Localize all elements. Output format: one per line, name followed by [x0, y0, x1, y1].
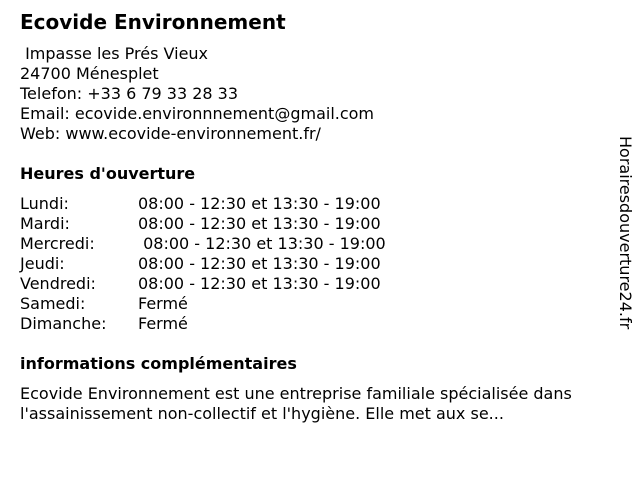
web-line: Web: www.ecovide-environnement.fr/	[20, 124, 321, 143]
hours-value: Fermé	[138, 314, 188, 333]
hours-row-wednesday	[20, 234, 386, 254]
address-line: Impasse les Prés Vieux	[20, 44, 209, 63]
day-label: Jeudi:	[20, 254, 65, 273]
hours-row-saturday	[20, 294, 386, 314]
contact-block	[20, 44, 374, 144]
hours-value: 08:00 - 12:30 et 13:30 - 19:00	[138, 194, 381, 213]
city-line: 24700 Ménesplet	[20, 64, 159, 83]
info-heading: informations complémentaires	[20, 354, 297, 373]
hours-value: 08:00 - 12:30 et 13:30 - 19:00	[138, 234, 386, 253]
hours-heading: Heures d'ouverture	[20, 164, 196, 183]
day-label: Lundi:	[20, 194, 69, 213]
hours-row-monday	[20, 194, 386, 214]
hours-value: Fermé	[138, 294, 188, 313]
day-label: Samedi:	[20, 294, 86, 313]
hours-value: 08:00 - 12:30 et 13:30 - 19:00	[138, 274, 381, 293]
hours-value: 08:00 - 12:30 et 13:30 - 19:00	[138, 214, 381, 233]
phone-line: Telefon: +33 6 79 33 28 33	[20, 84, 239, 103]
business-description: Ecovide Environnement est une entreprise familiale spécialisée dans l'assainissement non-collectif et l'hygiène. Elle met aux se...	[20, 384, 572, 423]
day-label: Mercredi:	[20, 234, 95, 253]
email-line: Email: ecovide.environnnement@gmail.com	[20, 104, 375, 123]
hours-value: 08:00 - 12:30 et 13:30 - 19:00	[138, 254, 381, 273]
day-label: Dimanche:	[20, 314, 107, 333]
business-name: Ecovide Environnement	[20, 10, 286, 34]
opening-hours-list	[20, 194, 386, 334]
day-label: Vendredi:	[20, 274, 96, 293]
watermark-text: Horairesdouverture24.fr	[616, 136, 635, 330]
hours-row-sunday	[20, 314, 386, 334]
hours-row-tuesday	[20, 214, 386, 234]
day-label: Mardi:	[20, 214, 70, 233]
hours-row-friday	[20, 274, 386, 294]
hours-row-thursday	[20, 254, 386, 274]
